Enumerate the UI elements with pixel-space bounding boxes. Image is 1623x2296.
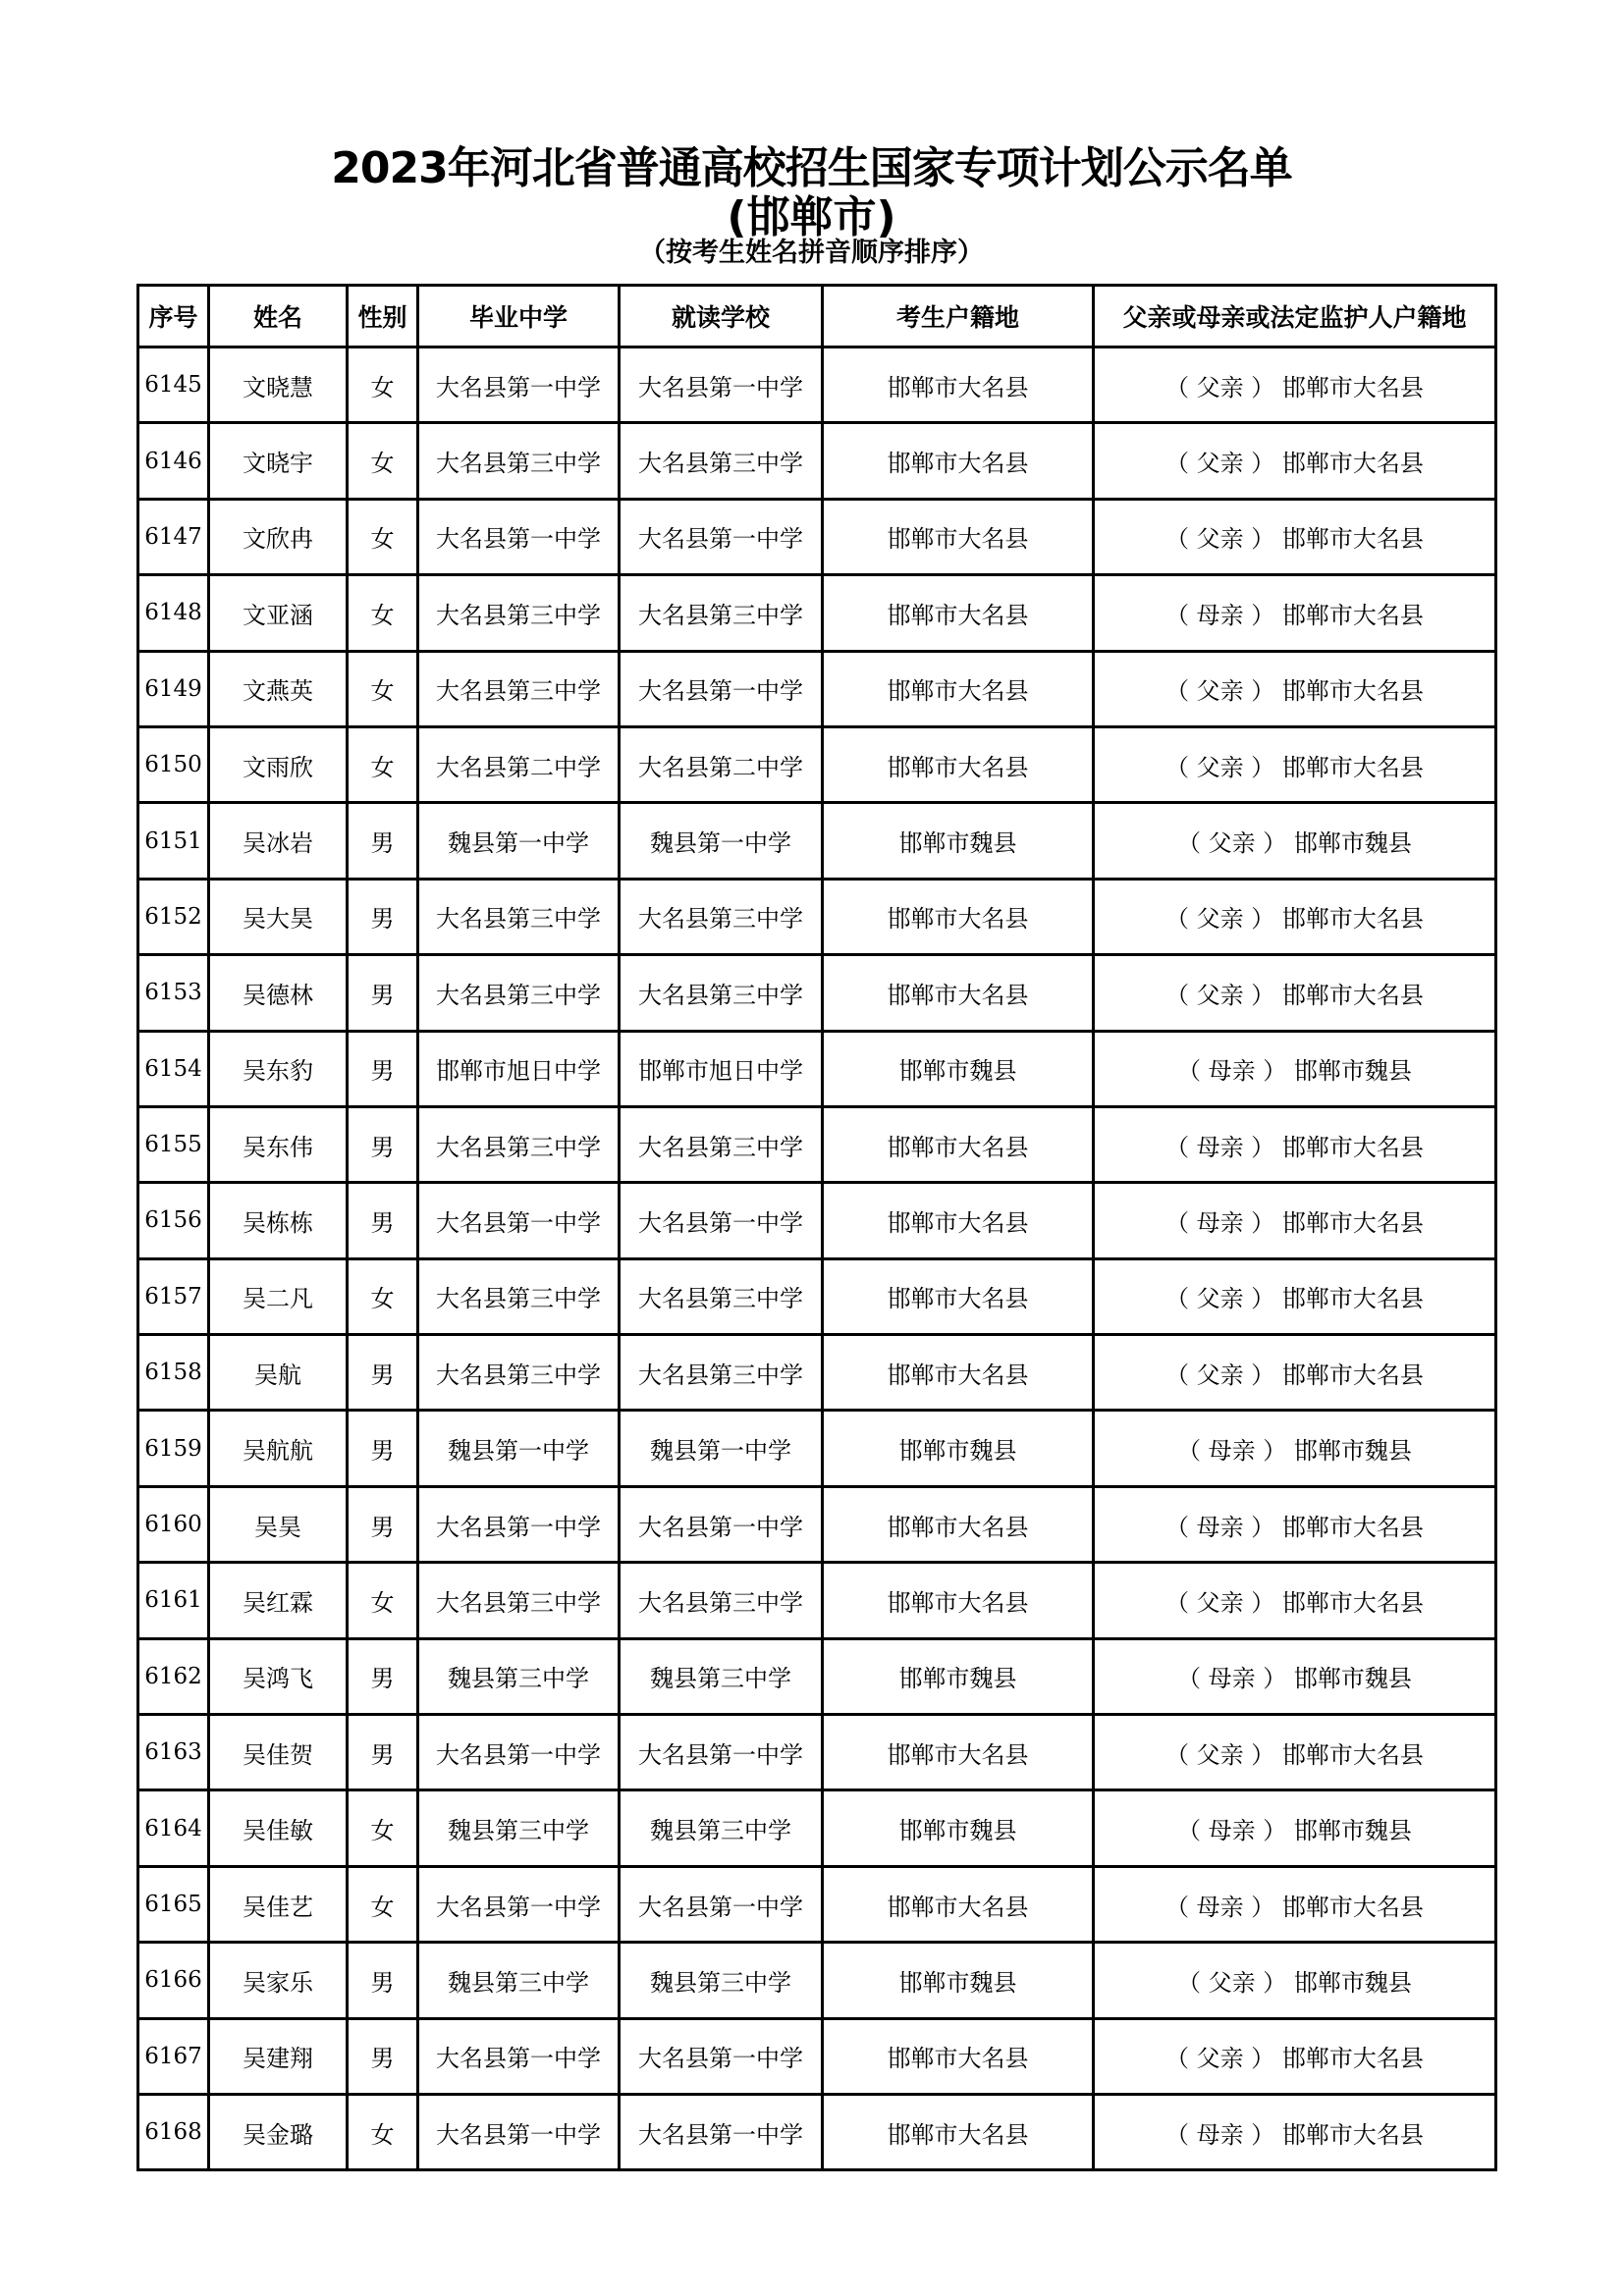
cell-index: 6149 [138,651,209,726]
cell-graduated-school: 大名县第二中学 [418,726,620,802]
cell-gender: 女 [348,423,418,499]
table-row [138,1638,1496,1714]
cell-graduated-school: 大名县第三中学 [418,1258,620,1334]
cell-graduated-school: 魏县第一中学 [418,803,620,879]
cell-graduated-school: 大名县第一中学 [418,2094,620,2169]
cell-guardian-registration: （ 父亲 ） 邯郸市大名县 [1094,423,1496,499]
cell-index: 6158 [138,1335,209,1411]
cell-current-school: 大名县第三中学 [620,1106,823,1182]
roster-table [136,284,1497,2171]
cell-graduated-school: 魏县第三中学 [418,1943,620,2018]
cell-index: 6168 [138,2094,209,2169]
cell-guardian-registration: （ 父亲 ） 邯郸市大名县 [1094,1258,1496,1334]
cell-index: 6162 [138,1638,209,1714]
cell-graduated-school: 大名县第一中学 [418,1486,620,1562]
table-row [138,1563,1496,1638]
cell-name: 文亚涵 [209,575,348,651]
cell-gender: 男 [348,955,418,1031]
cell-gender: 男 [348,879,418,954]
cell-household-registration: 邯郸市魏县 [823,1031,1094,1106]
cell-gender: 男 [348,1106,418,1182]
cell-guardian-registration: （ 父亲 ） 邯郸市大名县 [1094,1715,1496,1790]
cell-guardian-registration: （ 母亲 ） 邯郸市魏县 [1094,1031,1496,1106]
cell-current-school: 大名县第三中学 [620,575,823,651]
cell-index: 6155 [138,1106,209,1182]
cell-household-registration: 邯郸市大名县 [823,1106,1094,1182]
cell-guardian-registration: （ 父亲 ） 邯郸市大名县 [1094,1335,1496,1411]
cell-name: 文雨欣 [209,726,348,802]
column-header-graduated-school: 毕业中学 [418,286,620,347]
cell-guardian-registration: （ 父亲 ） 邯郸市大名县 [1094,2018,1496,2094]
cell-current-school: 大名县第一中学 [620,1866,823,1942]
cell-name: 文晓慧 [209,347,348,423]
cell-name: 吴东豹 [209,1031,348,1106]
cell-current-school: 大名县第一中学 [620,651,823,726]
table-row [138,2094,1496,2169]
cell-household-registration: 邯郸市大名县 [823,1563,1094,1638]
cell-gender: 男 [348,1486,418,1562]
cell-gender: 男 [348,803,418,879]
cell-graduated-school: 大名县第一中学 [418,1183,620,1258]
column-header-name: 姓名 [209,286,348,347]
cell-index: 6164 [138,1790,209,1866]
cell-graduated-school: 大名县第三中学 [418,879,620,954]
column-header-guardian-registration: 父亲或母亲或法定监护人户籍地 [1094,286,1496,347]
cell-current-school: 大名县第三中学 [620,879,823,954]
table-row [138,423,1496,499]
cell-current-school: 魏县第三中学 [620,1943,823,2018]
cell-name: 吴鸿飞 [209,1638,348,1714]
cell-guardian-registration: （ 母亲 ） 邯郸市大名县 [1094,1183,1496,1258]
cell-index: 6151 [138,803,209,879]
cell-current-school: 魏县第一中学 [620,803,823,879]
cell-graduated-school: 魏县第三中学 [418,1638,620,1714]
cell-current-school: 大名县第三中学 [620,955,823,1031]
cell-guardian-registration: （ 父亲 ） 邯郸市魏县 [1094,803,1496,879]
cell-graduated-school: 大名县第三中学 [418,955,620,1031]
table-row [138,1411,1496,1486]
cell-gender: 女 [348,575,418,651]
cell-guardian-registration: （ 母亲 ） 邯郸市魏县 [1094,1638,1496,1714]
cell-guardian-registration: （ 父亲 ） 邯郸市大名县 [1094,1563,1496,1638]
cell-graduated-school: 大名县第一中学 [418,2018,620,2094]
cell-name: 吴东伟 [209,1106,348,1182]
table-row [138,1106,1496,1182]
table-row [138,1183,1496,1258]
cell-name: 吴德林 [209,955,348,1031]
cell-index: 6166 [138,1943,209,2018]
cell-name: 吴昊 [209,1486,348,1562]
cell-gender: 女 [348,1866,418,1942]
table-header-row [138,286,1496,347]
cell-current-school: 大名县第一中学 [620,1183,823,1258]
table-row [138,347,1496,423]
cell-graduated-school: 大名县第一中学 [418,499,620,574]
cell-name: 吴建翔 [209,2018,348,2094]
table-row [138,1715,1496,1790]
cell-guardian-registration: （ 父亲 ） 邯郸市大名县 [1094,347,1496,423]
cell-index: 6160 [138,1486,209,1562]
table-row [138,2018,1496,2094]
cell-household-registration: 邯郸市大名县 [823,651,1094,726]
cell-name: 文欣冉 [209,499,348,574]
cell-gender: 男 [348,1638,418,1714]
cell-index: 6152 [138,879,209,954]
cell-guardian-registration: （ 母亲 ） 邯郸市魏县 [1094,1790,1496,1866]
cell-guardian-registration: （ 父亲 ） 邯郸市魏县 [1094,1943,1496,2018]
cell-current-school: 大名县第三中学 [620,1258,823,1334]
cell-household-registration: 邯郸市魏县 [823,1943,1094,2018]
cell-graduated-school: 大名县第一中学 [418,1866,620,1942]
cell-guardian-registration: （ 父亲 ） 邯郸市大名县 [1094,879,1496,954]
cell-household-registration: 邯郸市大名县 [823,575,1094,651]
cell-current-school: 邯郸市旭日中学 [620,1031,823,1106]
table-row [138,955,1496,1031]
cell-index: 6153 [138,955,209,1031]
cell-graduated-school: 大名县第三中学 [418,1106,620,1182]
cell-household-registration: 邯郸市大名县 [823,499,1094,574]
cell-gender: 女 [348,1258,418,1334]
table-row [138,803,1496,879]
cell-household-registration: 邯郸市大名县 [823,347,1094,423]
cell-graduated-school: 魏县第三中学 [418,1790,620,1866]
cell-household-registration: 邯郸市大名县 [823,879,1094,954]
cell-graduated-school: 大名县第三中学 [418,1335,620,1411]
document-title: 2023年河北省普通高校招生国家专项计划公示名单 [331,143,1292,193]
cell-name: 吴佳贺 [209,1715,348,1790]
cell-name: 吴佳敏 [209,1790,348,1866]
cell-graduated-school: 大名县第三中学 [418,423,620,499]
cell-guardian-registration: （ 母亲 ） 邯郸市大名县 [1094,575,1496,651]
cell-graduated-school: 邯郸市旭日中学 [418,1031,620,1106]
cell-guardian-registration: （ 父亲 ） 邯郸市大名县 [1094,499,1496,574]
cell-index: 6146 [138,423,209,499]
cell-graduated-school: 大名县第一中学 [418,347,620,423]
table-row [138,726,1496,802]
cell-household-registration: 邯郸市魏县 [823,1638,1094,1714]
cell-gender: 女 [348,651,418,726]
table-row [138,1866,1496,1942]
cell-gender: 男 [348,1031,418,1106]
cell-household-registration: 邯郸市大名县 [823,1183,1094,1258]
cell-gender: 男 [348,1411,418,1486]
cell-index: 6154 [138,1031,209,1106]
cell-gender: 女 [348,726,418,802]
cell-gender: 女 [348,347,418,423]
cell-current-school: 大名县第三中学 [620,423,823,499]
cell-current-school: 大名县第一中学 [620,2018,823,2094]
cell-household-registration: 邯郸市魏县 [823,1790,1094,1866]
cell-index: 6148 [138,575,209,651]
cell-name: 吴佳艺 [209,1866,348,1942]
cell-gender: 女 [348,1790,418,1866]
column-header-gender: 性别 [348,286,418,347]
column-header-household-registration: 考生户籍地 [823,286,1094,347]
table-row [138,575,1496,651]
table-row [138,1486,1496,1562]
city-subtitle: (邯郸市) [727,192,896,242]
cell-name: 文晓宇 [209,423,348,499]
cell-graduated-school: 大名县第三中学 [418,575,620,651]
table-row [138,1790,1496,1866]
cell-current-school: 魏县第三中学 [620,1790,823,1866]
cell-gender: 男 [348,1183,418,1258]
cell-name: 吴大昊 [209,879,348,954]
cell-household-registration: 邯郸市大名县 [823,1258,1094,1334]
table-row [138,1258,1496,1334]
cell-index: 6161 [138,1563,209,1638]
cell-household-registration: 邯郸市大名县 [823,2018,1094,2094]
table-row [138,879,1496,954]
cell-guardian-registration: （ 父亲 ） 邯郸市大名县 [1094,651,1496,726]
cell-household-registration: 邯郸市大名县 [823,423,1094,499]
cell-index: 6156 [138,1183,209,1258]
cell-name: 吴金璐 [209,2094,348,2169]
cell-index: 6150 [138,726,209,802]
cell-index: 6163 [138,1715,209,1790]
cell-index: 6147 [138,499,209,574]
table-row [138,499,1496,574]
table-row [138,1335,1496,1411]
cell-index: 6145 [138,347,209,423]
table-row [138,1031,1496,1106]
cell-current-school: 大名县第一中学 [620,1486,823,1562]
cell-name: 吴冰岩 [209,803,348,879]
table-row [138,651,1496,726]
cell-current-school: 大名县第一中学 [620,499,823,574]
cell-household-registration: 邯郸市大名县 [823,726,1094,802]
cell-household-registration: 邯郸市大名县 [823,955,1094,1031]
cell-index: 6159 [138,1411,209,1486]
cell-current-school: 大名县第二中学 [620,726,823,802]
cell-gender: 男 [348,2018,418,2094]
cell-current-school: 魏县第一中学 [620,1411,823,1486]
cell-household-registration: 邯郸市大名县 [823,1335,1094,1411]
cell-graduated-school: 大名县第三中学 [418,651,620,726]
table-row [138,1943,1496,2018]
cell-current-school: 大名县第三中学 [620,1335,823,1411]
cell-current-school: 大名县第一中学 [620,347,823,423]
cell-household-registration: 邯郸市大名县 [823,1715,1094,1790]
cell-guardian-registration: （ 母亲 ） 邯郸市大名县 [1094,1866,1496,1942]
sort-note: （按考生姓名拼音顺序排序） [639,238,984,268]
cell-graduated-school: 大名县第三中学 [418,1563,620,1638]
cell-guardian-registration: （ 母亲 ） 邯郸市魏县 [1094,1411,1496,1486]
cell-graduated-school: 大名县第一中学 [418,1715,620,1790]
cell-gender: 女 [348,499,418,574]
cell-name: 吴二凡 [209,1258,348,1334]
cell-index: 6167 [138,2018,209,2094]
cell-name: 文燕英 [209,651,348,726]
cell-index: 6157 [138,1258,209,1334]
cell-gender: 女 [348,2094,418,2169]
cell-guardian-registration: （ 父亲 ） 邯郸市大名县 [1094,726,1496,802]
cell-index: 6165 [138,1866,209,1942]
cell-guardian-registration: （ 父亲 ） 邯郸市大名县 [1094,955,1496,1031]
cell-household-registration: 邯郸市大名县 [823,1486,1094,1562]
cell-name: 吴航航 [209,1411,348,1486]
cell-graduated-school: 魏县第一中学 [418,1411,620,1486]
cell-household-registration: 邯郸市大名县 [823,2094,1094,2169]
cell-current-school: 魏县第三中学 [620,1638,823,1714]
cell-gender: 男 [348,1335,418,1411]
cell-name: 吴红霖 [209,1563,348,1638]
cell-household-registration: 邯郸市魏县 [823,1411,1094,1486]
cell-current-school: 大名县第一中学 [620,2094,823,2169]
cell-name: 吴家乐 [209,1943,348,2018]
cell-gender: 男 [348,1715,418,1790]
cell-guardian-registration: （ 母亲 ） 邯郸市大名县 [1094,2094,1496,2169]
cell-gender: 男 [348,1943,418,2018]
cell-household-registration: 邯郸市魏县 [823,803,1094,879]
column-header-index: 序号 [138,286,209,347]
cell-guardian-registration: （ 母亲 ） 邯郸市大名县 [1094,1106,1496,1182]
cell-household-registration: 邯郸市大名县 [823,1866,1094,1942]
cell-current-school: 大名县第一中学 [620,1715,823,1790]
cell-guardian-registration: （ 母亲 ） 邯郸市大名县 [1094,1486,1496,1562]
cell-gender: 女 [348,1563,418,1638]
column-header-current-school: 就读学校 [620,286,823,347]
cell-name: 吴栋栋 [209,1183,348,1258]
cell-name: 吴航 [209,1335,348,1411]
cell-current-school: 大名县第三中学 [620,1563,823,1638]
